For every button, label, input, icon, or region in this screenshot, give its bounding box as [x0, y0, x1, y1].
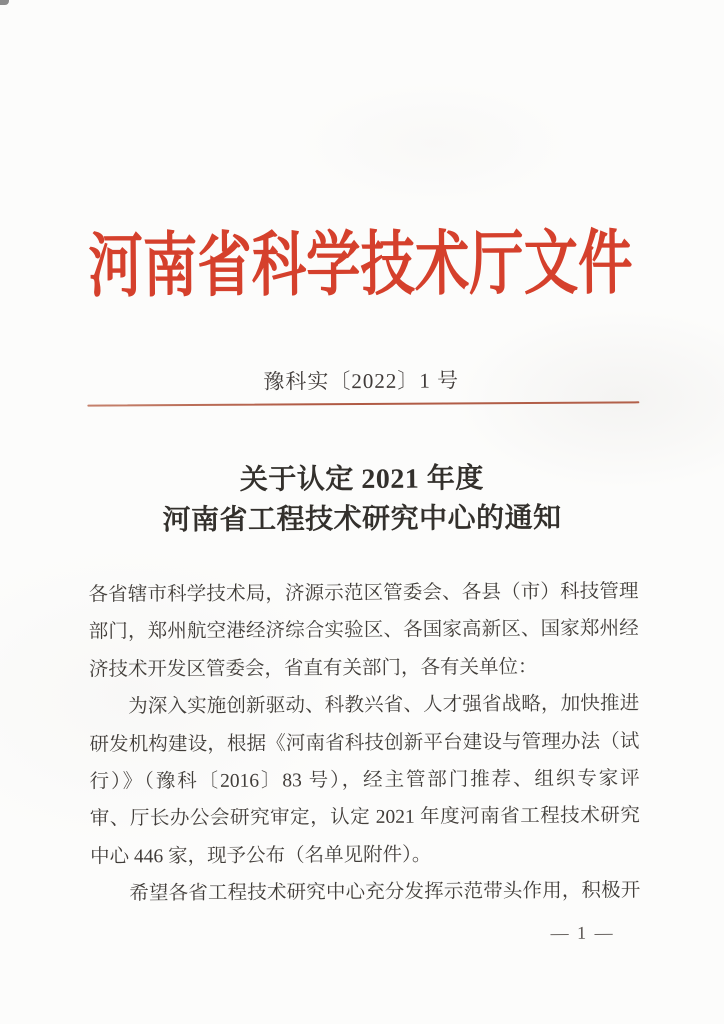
- body-text-line: 中心 446 家，现予公布（名单见附件）。: [90, 844, 432, 868]
- notice-title-line-2: 河南省工程技术研究中心的通知: [162, 502, 562, 537]
- body-text-line: 研发机构建设，根据《河南省科技创新平台建设与管理办法（试: [89, 730, 640, 756]
- agency-header-text: 河南省科学技术厅文件: [88, 224, 633, 306]
- body-text-line: 部门，郑州航空港经济综合实验区、各国家高新区、国家郑州经: [88, 618, 639, 644]
- page-number: — 1 —: [550, 922, 615, 943]
- document-number: 豫科实〔2022〕1 号: [263, 368, 460, 394]
- body-text-line: 济技术开发区管委会，省直有关部门，各有关单位：: [88, 656, 538, 681]
- body-text-line: 各省辖市科学技术局，济源示范区管委会、各县（市）科技管理: [88, 581, 639, 606]
- document-body: [88, 573, 640, 913]
- body-text-line: 希望各省工程技术研究中心充分发挥示范带头作用，积极开: [129, 880, 641, 905]
- notice-title: [0, 458, 724, 542]
- red-divider-line: [87, 401, 639, 406]
- body-text-line: 为深入实施创新驱动、科教兴省、人才强省战略，加快推进: [128, 693, 640, 718]
- notice-title-line-1: 关于认定 2021 年度: [239, 463, 484, 496]
- body-text-line: 行）》（豫科〔2016〕83 号），经主管部门推荐、组织专家评: [89, 768, 640, 793]
- body-text-line: 审、厅长办公会研究审定，认定 2021 年度河南省工程技术研究: [89, 805, 640, 831]
- agency-header: [0, 224, 723, 306]
